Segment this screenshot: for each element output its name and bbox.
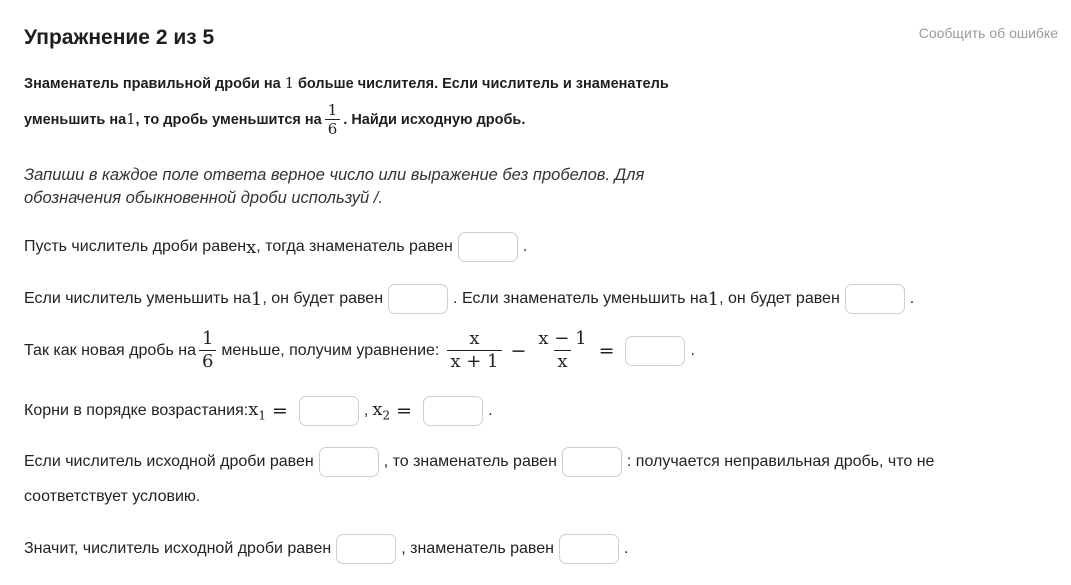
variable-x: x — [248, 399, 259, 421]
root-2-input[interactable] — [423, 396, 483, 426]
step-text: , то знаменатель равен — [383, 453, 557, 470]
step-text: соответствует условию. — [24, 488, 201, 505]
step-check — [24, 447, 934, 477]
step-text: Если числитель уменьшить на — [24, 290, 251, 307]
task-fraction — [325, 102, 341, 138]
equals-sign: = — [271, 400, 288, 422]
report-error-link[interactable]: Сообщить об ошибке — [918, 25, 1058, 41]
step-denominator — [24, 232, 527, 262]
step-text: , знаменатель равен — [401, 540, 554, 557]
subscript: 1 — [258, 408, 266, 423]
fraction-denominator: 6 — [325, 119, 341, 138]
equation-rhs-input[interactable] — [625, 336, 685, 366]
equation-fraction-1 — [447, 329, 501, 372]
step-text: Значит, числитель исходной дроби равен — [24, 540, 332, 557]
step-equation — [24, 329, 695, 372]
task-statement — [24, 72, 704, 142]
task-text: , то дробь уменьшится на — [135, 112, 322, 128]
fraction-denominator: x + 1 — [447, 350, 501, 373]
bad-denominator-input[interactable] — [562, 447, 622, 477]
fraction-numerator: x — [469, 328, 480, 349]
denominator-reduced-input[interactable] — [845, 284, 905, 314]
step-text: : получается неправильная дробь, что не — [626, 453, 935, 470]
step-text: . — [488, 402, 493, 419]
fraction-denominator: x — [554, 350, 570, 373]
equals-sign: = — [396, 400, 413, 422]
one-sixth-fraction — [199, 329, 216, 372]
fraction-denominator: 6 — [199, 350, 216, 373]
step-text: . — [909, 290, 915, 307]
answer-denominator-input[interactable] — [559, 534, 619, 564]
answer-numerator-input[interactable] — [336, 534, 396, 564]
minus-sign: − — [510, 339, 527, 362]
step-text: , тогда знаменатель равен — [256, 238, 453, 255]
step-roots — [24, 396, 493, 426]
bad-numerator-input[interactable] — [319, 447, 379, 477]
variable-x: x — [372, 399, 383, 421]
task-text: уменьшить на — [24, 112, 127, 128]
task-number: 1 — [284, 76, 294, 92]
task-line-1 — [24, 72, 704, 96]
step-text: Если числитель исходной дроби равен — [24, 453, 314, 470]
step-number: 1 — [707, 288, 720, 310]
step-number: 1 — [250, 288, 263, 310]
fraction-numerator: 1 — [201, 328, 214, 349]
step-check-continued — [24, 488, 200, 506]
fraction-numerator: x − 1 — [538, 328, 587, 349]
step-text: . Если знаменатель уменьшить на — [453, 290, 708, 307]
task-text: Знаменатель правильной дроби на — [24, 76, 285, 92]
step-text: . — [522, 238, 528, 255]
step-text: Корни в порядке возрастания: — [24, 402, 249, 419]
page-title: Упражнение 2 из 5 — [24, 26, 215, 49]
numerator-reduced-input[interactable] — [388, 284, 448, 314]
equation-fraction-2 — [535, 329, 589, 372]
step-text: . — [690, 341, 695, 359]
task-number: 1 — [126, 112, 136, 128]
step-answer — [24, 534, 628, 564]
subscript: 2 — [382, 408, 391, 423]
equals-sign: = — [598, 339, 615, 362]
task-text: . Найди исходную дробь. — [343, 112, 526, 128]
root-1-label — [248, 399, 266, 423]
task-text: больше числителя. Если числитель и знаменатель — [293, 76, 669, 92]
denominator-input[interactable] — [458, 232, 518, 262]
variable-x: x — [246, 236, 257, 258]
step-text: Так как новая дробь на — [24, 341, 196, 359]
step-text: меньше, получим уравнение: — [221, 341, 440, 359]
root-2-label — [372, 399, 390, 423]
answer-instructions: Запиши в каждое поле ответа верное число или выражение без пробелов. Для обозначения обыкновенной дроби используй /. — [24, 166, 645, 207]
step-text: Пусть числитель дроби равен — [24, 238, 247, 255]
step-text: . — [623, 540, 629, 557]
fraction-numerator: 1 — [327, 100, 338, 119]
task-line-2 — [24, 98, 704, 142]
step-text: , — [363, 402, 369, 419]
step-text: , он будет равен — [719, 290, 840, 307]
step-reduced — [24, 284, 914, 314]
step-text: , он будет равен — [262, 290, 384, 307]
root-1-input[interactable] — [299, 396, 359, 426]
